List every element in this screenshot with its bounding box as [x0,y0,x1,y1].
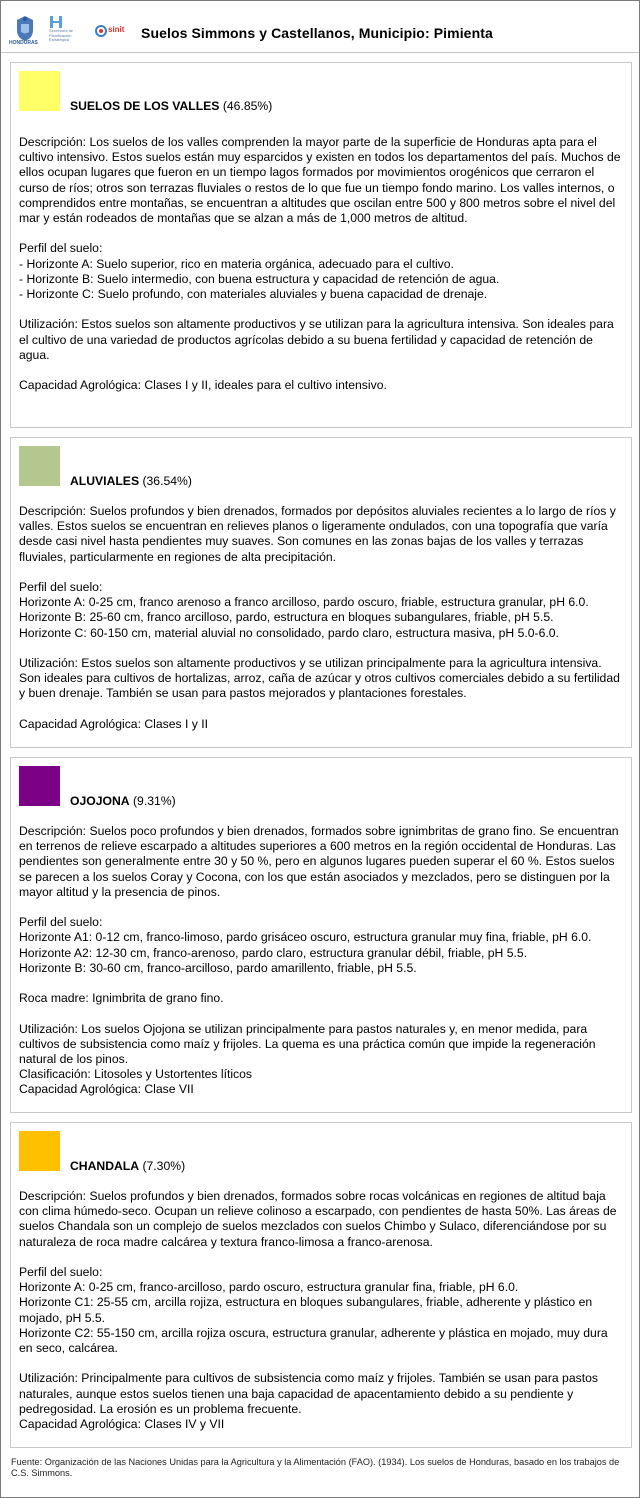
honduras-coat-of-arms-logo [11,14,39,48]
soil-card-aluviales [10,437,632,748]
soil-name: SUELOS DE LOS VALLES [70,99,220,113]
soil-name: CHANDALA [70,1159,140,1173]
soil-description: Descripción: Suelos profundos y bien drenados, formados por depósitos aluviales recientes a lo largo de ríos y valles. Estos suelos se encuentran en relieves planos o ligeramente ondulados, con una topografía que varía desde casi nivel hasta pendientes muy suaves. Son comunes en las zonas bajas de los valles y terrazas fluviales, particularmente en regiones de alta precipitación. Perfil del suelo: Horizonte A: 0-25 cm, franco arenoso a franco arcilloso, pardo oscuro, friable, estructura granular, pH 6.0. Horizonte B: 25-60 cm, franco arcilloso, pardo, estructura en bloques subangulares, friable, pH 5.5. Horizonte C: 60-150 cm, material aluvial no consolidado, pardo claro, estructura masiva, pH 5.0-6.0. Utilización: Estos suelos son altamente productivos y se utilizan principalmente para la agricultura intensiva. Son ideales para cultivos de hortalizas, arroz, caña de azúcar y otros cultivos comerciales debido a su fertilidad y buen drenaje. También se usan para pastos mejorados y plantaciones forestales. Capacidad Agrológica: Clases I y II [19,504,620,731]
legend-color-swatch [19,446,60,486]
soil-card-ojojona [10,757,632,1113]
soil-title [70,794,176,808]
soil-description: Descripción: Los suelos de los valles comprenden la mayor parte de la superficie de Honduras apta para el cultivo intensivo. Estos suelos están muy esparcidos y existen en todos los departamentos del país. Muchos de ellos ocupan lugares que fueron en un tiempo lagos formados por movimientos orogénicos que cerraron el curso de ríos; otros son terrazas fluviales o restos de lo que fue un tiempo fondo marino. Los valles internos, o comprendidos entre montañas, se encuentran a altitudes que oscilan entre 500 y 800 metros sobre el nivel del mar y están rodeados de montañas que se alzan a más de 1,000 metros de altitud. Perfil del suelo: - Horizonte A: Suelo superior, rico en materia orgánica, adecuado para el cultivo. - Horizonte B: Suelo intermedio, con buena estructura y capacidad de retención de agua. - Horizonte C: Suelo profundo, con materiales aluviales y buena capacidad de drenaje. Utilización: Estos suelos son altamente productivos y se utilizan para la agricultura intensiva. Son ideales para el cultivo de una variedad de productos agrícolas debido a su buena fertilidad y capacidad de retención de agua. Capacidad Agrológica: Clases I y II, ideales para el cultivo intensivo. [19,135,621,393]
soil-description: Descripción: Suelos profundos y bien drenados, formados sobre rocas volcánicas en regiones de altitud baja con clima húmedo-seco. Ocupan un relieve colinoso a escarpado, con pendientes de hasta 50%. Las áreas de suelos Chandala son un complejo de suelos mezclados con suelos Chimbo y Sulaco, diferenciándose por su naturaleza de roca madre calcárea y textura franco-limosa a franco-arenosa. Perfil del suelo: Horizonte A: 0-25 cm, franco-arcilloso, pardo oscuro, estructura granular fina, friable, pH 6.0. Horizonte C1: 25-55 cm, arcilla rojiza, estructura en bloques subangulares, friable, adherente y plástico en mojado, pH 5.5. Horizonte C2: 55-150 cm, arcilla rojiza oscura, estructura granular, adherente y plástica en mojado, muy dura en seco, calcárea. Utilización: Principalmente para cultivos de subsistencia como maíz y frijoles. También se usan para pastos naturales, aunque estos suelos tienen una baja capacidad de apacentamiento debido a su pendiente y pedregosidad. La erosión es un problema frecuente. Capacidad Agrológica: Clases IV y VII [19,1189,617,1432]
source-footnote: Fuente: Organización de las Naciones Unidas para la Agricultura y la Alimentación (FAO). (1934). Los suelos de Honduras, basado en los trabajos de C.S. Simmons. [11,1457,620,1478]
legend-color-swatch [19,71,60,111]
header [1,1,639,53]
secretaria-planificacion-logo [49,15,89,47]
soil-percent: (46.85%) [222,99,273,113]
soil-title [70,1159,185,1173]
soil-percent: (36.54%) [142,474,192,488]
sinit-logo-text: sinit [108,25,125,34]
legend-color-swatch [19,766,60,806]
soil-title [70,474,192,488]
soil-description: Descripción: Suelos poco profundos y bien drenados, formados sobre ignimbritas de grano fino. Se encuentran en terrenos de relieve escarpado a altitudes superiores a 600 metros en la región occidental de Honduras. Las pendientes son generalmente entre 30 y 50 %, pero en algunos lugares pueden superar el 60 %. Estos suelos se parecen a los suelos Coray y Cocona, con los que están asociados y mezclados, pero se distinguen por la mayor altitud y la presencia de pinos. Perfil del suelo: Horizonte A1: 0-12 cm, franco-limoso, pardo grisáceo oscuro, estructura granular muy fina, friable, pH 6.0. Horizonte A2: 12-30 cm, franco-arenoso, pardo claro, estructura granular débil, friable, pH 5.5. Horizonte B: 30-60 cm, franco-arcilloso, pardo amarillento, friable, pH 5.5. Roca madre: Ignimbrita de grano fino. Utilización: Los suelos Ojojona se utilizan principalmente para pastos naturales y, en menor medida, para cultivos de subsistencia como maíz y frijoles. La quema es una práctica común que impide la regeneración natural de los pinos. Clasificación: Litosoles y Ustortentes líticos Capacidad Agrológica: Clase VII [19,824,619,1097]
secretaria-logo-text: Secretaría de Planificación Estratégica [49,28,74,43]
legend-color-swatch [19,1131,60,1171]
page-title: Suelos Simmons y Castellanos, Municipio: Pimienta [141,25,493,41]
honduras-logo-text: HONDURAS [9,40,38,46]
sinit-logo [95,25,135,39]
soil-name: OJOJONA [70,794,130,808]
soil-name: ALUVIALES [70,474,140,488]
soil-title [70,99,272,113]
soil-card-chandala [10,1122,632,1448]
soil-percent: (9.31%) [133,794,176,808]
soil-card-valles [10,62,632,428]
soil-percent: (7.30%) [142,1159,186,1173]
